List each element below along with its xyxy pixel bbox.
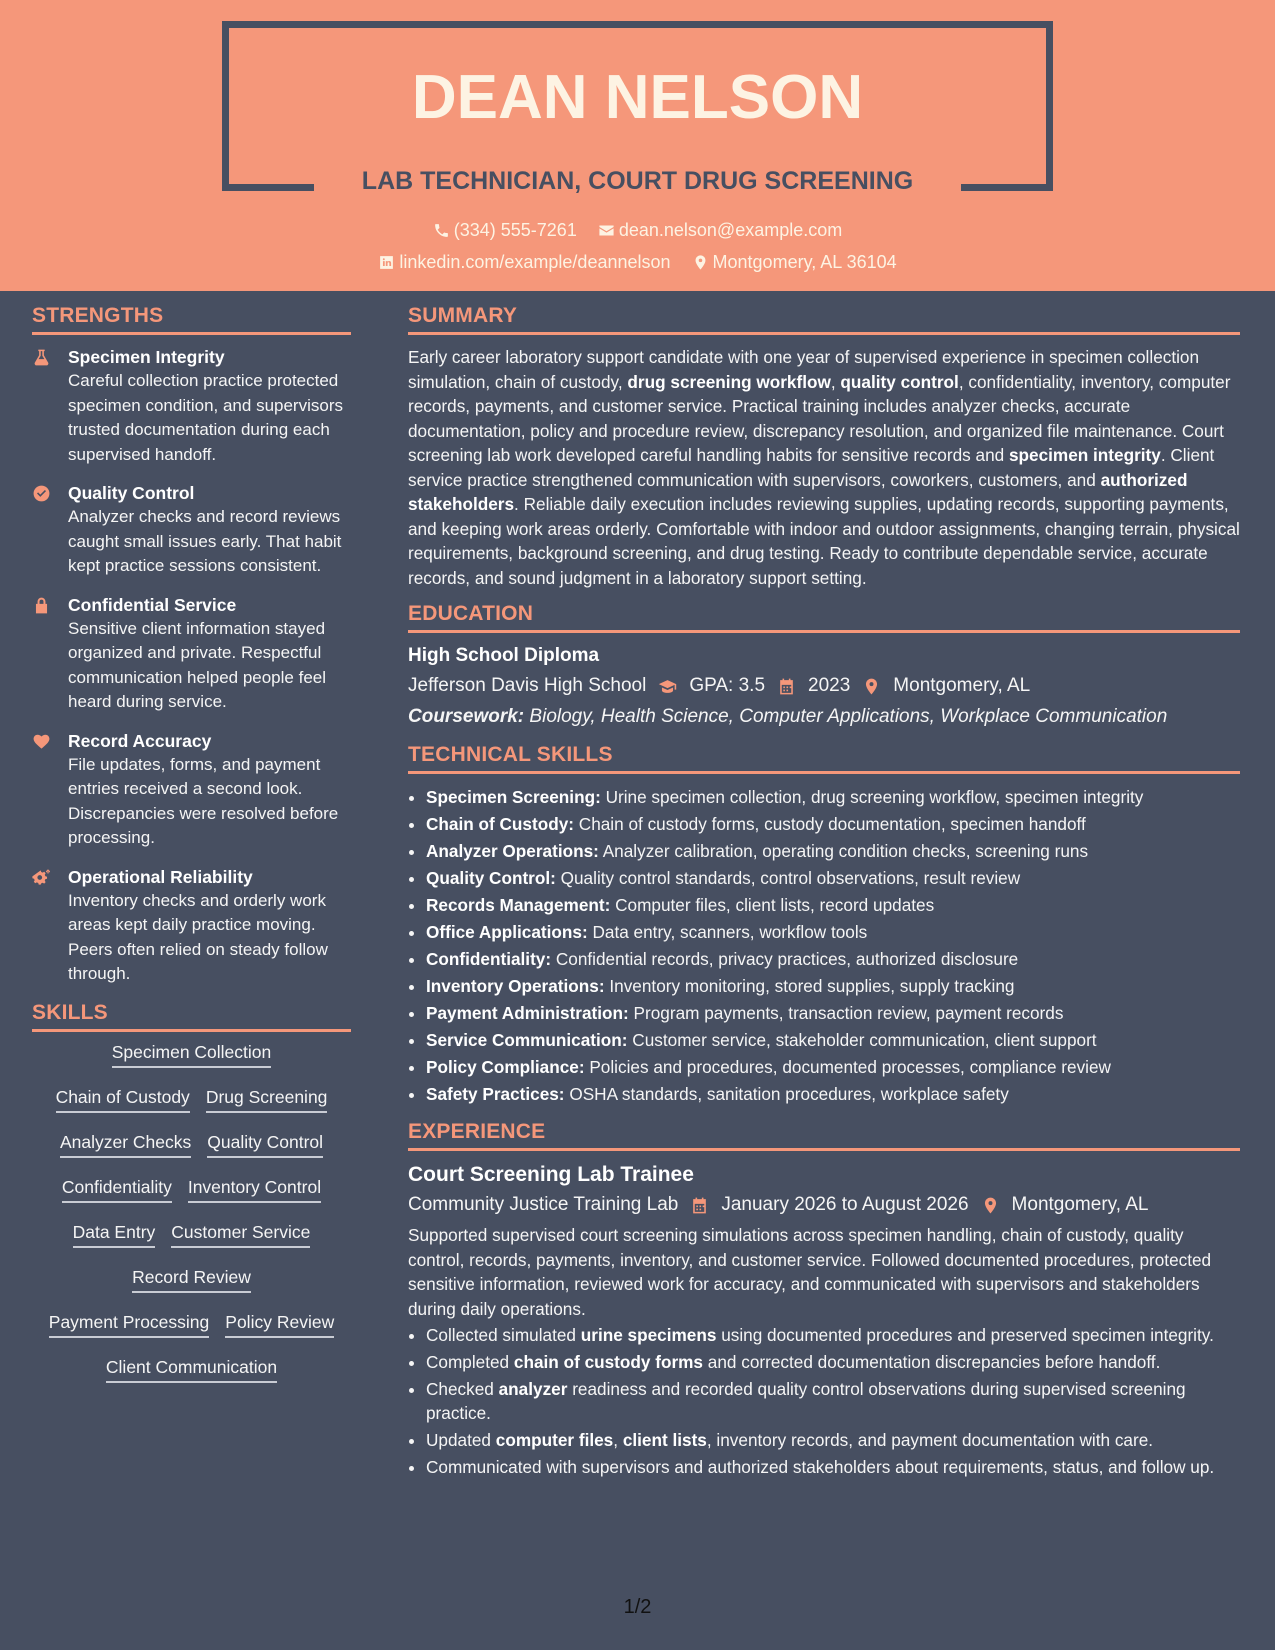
technical-skill-label: Payment Administration:	[426, 1003, 629, 1023]
strength-item	[32, 865, 351, 987]
text-run: ,	[830, 371, 841, 392]
skill-tag: Drug Screening	[206, 1087, 328, 1113]
technical-skill-text: OSHA standards, sanitation procedures, workplace safety	[564, 1084, 1009, 1104]
technical-skill-item	[426, 811, 1240, 838]
technical-skill-label: Inventory Operations:	[426, 976, 605, 996]
gpa-text: GPA: 3.5	[689, 675, 766, 696]
education-heading: EDUCATION	[408, 602, 1240, 633]
technical-skill-label: Quality Control:	[426, 868, 556, 888]
technical-skill-text: Urine specimen collection, drug screening workflow, specimen integrity	[600, 787, 1144, 807]
skill-row	[32, 1132, 351, 1177]
skills-heading: SKILLS	[32, 1001, 351, 1032]
employer-name: Community Justice Training Lab	[408, 1194, 679, 1215]
strengths-list	[32, 345, 351, 987]
contact-row-2	[0, 252, 1275, 276]
strength-body	[68, 481, 351, 579]
technical-skill-text: Policies and procedures, documented processes, compliance review	[584, 1057, 1111, 1077]
technical-skill-label: Service Communication:	[426, 1030, 628, 1050]
technical-skill-text: Analyzer calibration, operating condition checks, screening runs	[598, 841, 1089, 861]
skill-tag: Specimen Collection	[112, 1042, 272, 1068]
lock-icon	[32, 596, 51, 615]
technical-skill-label: Office Applications:	[426, 922, 588, 942]
experience-bullets	[408, 1323, 1240, 1479]
experience-bullet	[426, 1428, 1240, 1452]
school-name: Jefferson Davis High School	[408, 675, 647, 696]
technical-skill-text: Inventory monitoring, stored supplies, supply tracking	[604, 976, 1015, 996]
technical-skill-item	[426, 838, 1240, 865]
bold-keyword: specimen integrity	[1008, 445, 1161, 465]
text-run: Communicated with supervisors and authorized stakeholders about requirements, status, and follow up.	[426, 1457, 1215, 1477]
experience-heading: EXPERIENCE	[408, 1120, 1240, 1151]
email-contact[interactable]	[598, 220, 842, 241]
technical-skill-text: Confidential records, privacy practices, authorized disclosure	[551, 949, 1019, 969]
technical-skill-item	[426, 892, 1240, 919]
technical-skill-item	[426, 865, 1240, 892]
skill-tag: Chain of Custody	[56, 1087, 190, 1113]
bold-keyword: client lists	[622, 1430, 707, 1450]
strength-body	[68, 593, 351, 715]
location-text: Montgomery, AL 36104	[712, 252, 897, 272]
text-run: Updated	[426, 1430, 496, 1450]
technical-skill-label: Records Management:	[426, 895, 611, 915]
coursework-line	[408, 701, 1240, 733]
experience-description: Supported supervised court screening simulations across specimen handling, chain of custody, quality control, records, payments, inventory, and customer service. Followed documented procedures, protected sensitive information, reviewed work for accuracy, and communicated with supervisors and stakeholders during daily operations.	[408, 1225, 1212, 1319]
technical-skill-text: Program payments, transaction review, payment records	[628, 1003, 1064, 1023]
location-contact	[692, 252, 897, 273]
technical-skill-text: Chain of custody forms, custody documentation, specimen handoff	[574, 814, 1086, 834]
technical-skill-text: Customer service, stakeholder communication, client support	[627, 1030, 1097, 1050]
strength-title: Quality Control	[68, 483, 195, 503]
bold-keyword: quality control	[840, 371, 959, 392]
graduation-cap-icon	[658, 677, 677, 696]
education-degree: High School Diploma	[408, 645, 600, 666]
strength-item	[32, 481, 351, 579]
strength-icon-wrap	[32, 593, 56, 715]
summary-text	[408, 345, 1240, 590]
strength-item	[32, 729, 351, 851]
coursework-label: Coursework:	[408, 706, 525, 727]
strength-description: Inventory checks and orderly work areas kept daily practice moving. Peers often relied on steady follow through.	[68, 890, 328, 983]
map-pin-icon	[981, 1196, 1000, 1215]
text-run: ,	[613, 1430, 623, 1450]
map-pin-icon	[862, 677, 881, 696]
strength-title: Operational Reliability	[68, 866, 253, 887]
skill-tag: Customer Service	[171, 1222, 310, 1248]
page-number: 1/2	[623, 1596, 652, 1618]
experience-bullet	[426, 1350, 1240, 1374]
technical-skills-list	[408, 784, 1240, 1108]
skills-list	[32, 1042, 351, 1402]
text-run: Completed	[426, 1352, 514, 1372]
technical-skill-label: Specimen Screening:	[426, 787, 601, 807]
technical-skill-item	[426, 973, 1240, 1000]
technical-skill-item	[426, 1054, 1240, 1081]
flask-icon	[32, 348, 51, 367]
skill-tag: Inventory Control	[188, 1177, 321, 1203]
left-column	[32, 304, 351, 1402]
phone-icon	[433, 222, 450, 239]
contact-row-1	[0, 220, 1275, 244]
bold-keyword: computer files	[495, 1430, 614, 1450]
calendar-icon	[777, 677, 796, 696]
strength-item	[32, 593, 351, 715]
text-run: . Reliable daily execution includes reviewing supplies, updating records, supporting payments, and keeping work areas orderly. Comfortable with indoor and outdoor assignments, changing terrain, physical requirements, background screening, and drug testing. Ready to contribute dependable service, accurate records, and sound judgment in a laboratory support setting.	[408, 494, 1240, 588]
strength-description: Analyzer checks and record reviews caught small issues early. That habit kept practice sessions consistent.	[68, 507, 342, 575]
experience-bullet	[426, 1377, 1240, 1425]
skill-row	[32, 1267, 351, 1312]
technical-skill-text: Computer files, client lists, record updates	[610, 895, 935, 915]
map-pin-icon	[692, 254, 709, 271]
skill-tag: Confidentiality	[62, 1177, 172, 1203]
heart-icon	[32, 732, 51, 751]
technical-skill-label: Analyzer Operations:	[426, 841, 599, 861]
phone-text: (334) 555-7261	[453, 220, 577, 240]
strength-icon-wrap	[32, 481, 56, 579]
skill-tag: Client Communication	[106, 1357, 277, 1383]
bold-keyword: authorized stakeholders	[408, 469, 1188, 514]
employment-dates: January 2026 to August 2026	[721, 1194, 969, 1215]
strength-body	[68, 865, 351, 987]
experience-details	[408, 1189, 1240, 1221]
technical-skill-item	[426, 946, 1240, 973]
skill-tag: Quality Control	[207, 1132, 323, 1158]
experience-job-title: Court Screening Lab Trainee	[408, 1163, 694, 1186]
bold-keyword: chain of custody forms	[513, 1352, 703, 1372]
phone-contact[interactable]	[433, 220, 577, 241]
linkedin-contact[interactable]	[378, 252, 670, 273]
job-title-heading: LAB TECHNICIAN, COURT DRUG SCREENING	[361, 167, 914, 195]
education-details	[408, 671, 1240, 701]
linkedin-text: linkedin.com/example/deannelson	[399, 252, 671, 272]
text-run: and corrected documentation discrepancies before handoff.	[703, 1352, 1161, 1372]
skill-row	[32, 1087, 351, 1132]
linkedin-icon	[378, 254, 395, 271]
technical-skill-item	[426, 1027, 1240, 1054]
strength-item	[32, 345, 351, 467]
skill-row	[32, 1357, 351, 1402]
right-column	[408, 304, 1240, 1482]
bold-keyword: drug screening workflow	[627, 371, 831, 392]
skill-tag: Policy Review	[225, 1312, 334, 1338]
experience-bullet	[426, 1455, 1240, 1479]
technical-skill-label: Confidentiality:	[426, 949, 552, 969]
text-run: , confidentiality, inventory, computer records, payments, and customer service. Practical training includes analyzer checks, accurate documentation, policy and procedure review, discrepancy resolution, and organized file maintenance. Court screening lab work developed careful handling habits for sensitive records and	[408, 371, 1231, 465]
strength-description: File updates, forms, and payment entries received a second look. Discrepancies were resolved before processing.	[68, 754, 339, 847]
technical-skill-label: Safety Practices:	[426, 1084, 565, 1104]
envelope-icon	[598, 222, 615, 239]
strengths-heading: STRENGTHS	[32, 304, 351, 335]
technical-skill-label: Policy Compliance:	[426, 1057, 585, 1077]
text-run: Checked	[426, 1379, 499, 1399]
strength-icon-wrap	[32, 345, 56, 467]
technical-skill-item	[426, 919, 1240, 946]
skill-row	[32, 1177, 351, 1222]
technical-skills-heading: TECHNICAL SKILLS	[408, 743, 1240, 774]
experience-bullet	[426, 1323, 1240, 1347]
skill-row	[32, 1042, 351, 1087]
skill-row	[32, 1222, 351, 1267]
employment-location: Montgomery, AL	[1011, 1194, 1149, 1215]
text-run: Early career laboratory support candidate with one year of supervised experience in specimen collection simulation, chain of custody,	[408, 347, 1200, 392]
strength-description: Careful collection practice protected specimen condition, and supervisors trusted documentation during each supervised handoff.	[68, 371, 343, 464]
email-text: dean.nelson@example.com	[618, 220, 843, 240]
text-run: readiness and recorded quality control observations during supervised screening practice.	[426, 1379, 1186, 1423]
school-location: Montgomery, AL	[893, 675, 1031, 696]
technical-skill-label: Chain of Custody:	[426, 814, 574, 834]
strength-icon-wrap	[32, 729, 56, 851]
gears-icon	[32, 868, 51, 887]
strength-icon-wrap	[32, 865, 56, 987]
resume-header	[0, 0, 1275, 291]
skill-tag: Payment Processing	[49, 1312, 210, 1338]
technical-skill-item	[426, 1000, 1240, 1027]
text-run: Collected simulated	[426, 1325, 581, 1345]
skill-tag: Data Entry	[73, 1222, 156, 1248]
candidate-name: DEAN NELSON	[411, 63, 864, 132]
bold-keyword: analyzer	[498, 1379, 568, 1399]
skill-tag: Record Review	[132, 1267, 251, 1293]
summary-heading: SUMMARY	[408, 304, 1240, 335]
graduation-year: 2023	[808, 675, 851, 696]
technical-skill-text: Quality control standards, control observations, result review	[555, 868, 1021, 888]
check-circle-icon	[32, 484, 51, 503]
technical-skill-text: Data entry, scanners, workflow tools	[587, 922, 868, 942]
strength-body	[68, 729, 351, 851]
text-run: , inventory records, and payment documentation with care.	[706, 1430, 1154, 1450]
strength-title: Confidential Service	[68, 594, 237, 615]
strength-description: Sensitive client information stayed organized and private. Respectful communication helped people feel heard during service.	[68, 618, 327, 711]
strength-title: Record Accuracy	[68, 730, 212, 751]
calendar-icon	[690, 1196, 709, 1215]
bold-keyword: urine specimens	[580, 1325, 717, 1345]
coursework-text: Biology, Health Science, Computer Applications, Workplace Communication	[529, 706, 1168, 727]
skill-tag: Analyzer Checks	[60, 1132, 191, 1158]
skill-row	[32, 1312, 351, 1357]
technical-skill-item	[426, 1081, 1240, 1108]
text-run: . Client service practice strengthened communication with supervisors, coworkers, customers, and	[408, 445, 1215, 490]
strength-body	[68, 345, 351, 467]
text-run: using documented procedures and preserved specimen integrity.	[716, 1325, 1214, 1345]
technical-skill-item	[426, 784, 1240, 811]
strength-title: Specimen Integrity	[68, 347, 225, 367]
